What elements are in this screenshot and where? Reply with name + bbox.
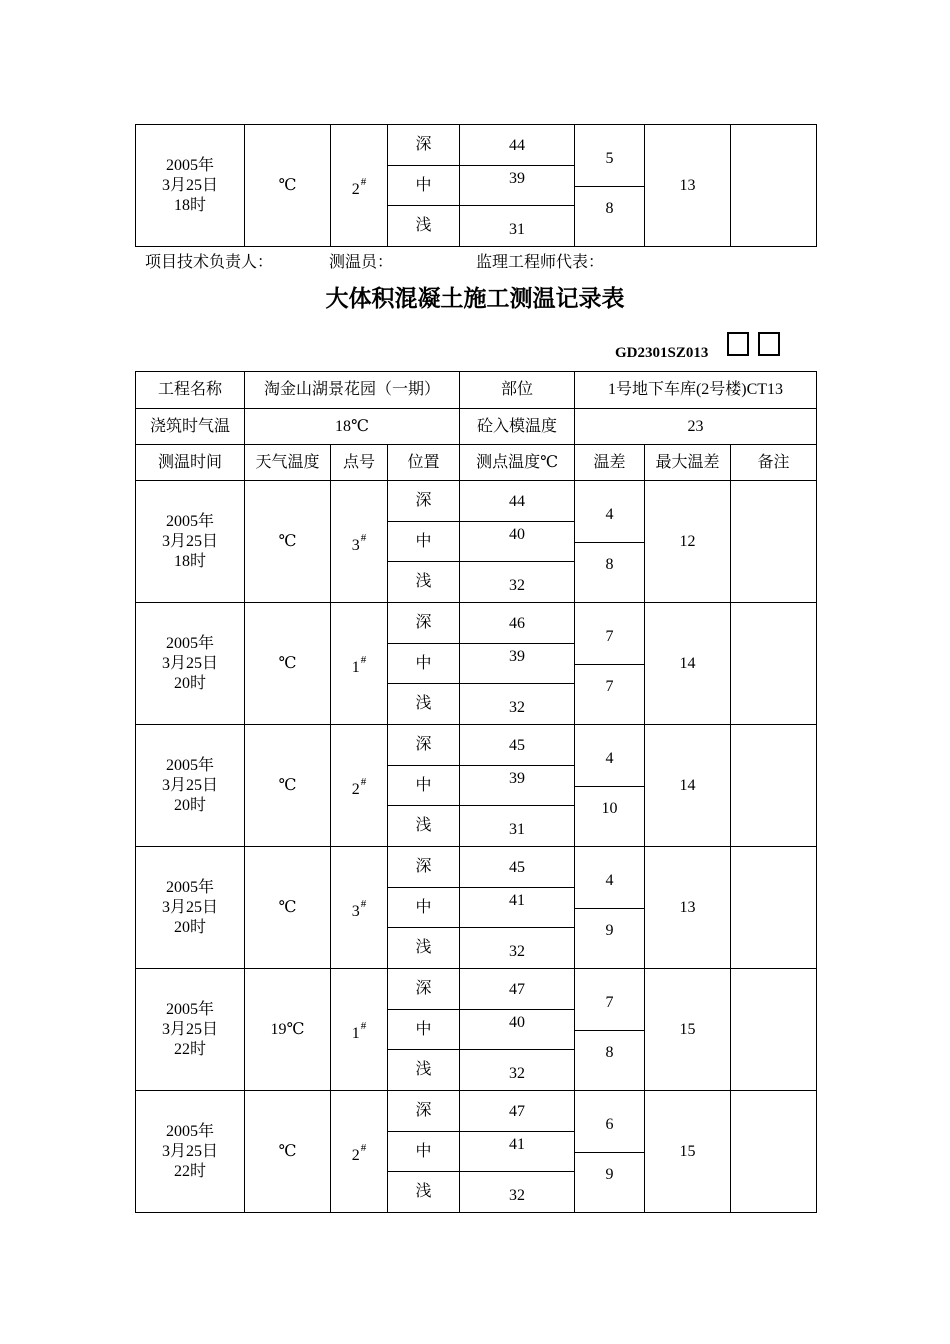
time-hour: 22时	[173, 1040, 206, 1058]
header-point-temp: 测点温度℃	[460, 445, 575, 481]
point-temp-value: 32	[509, 577, 526, 594]
project-name-label: 工程名称	[136, 372, 245, 409]
table-row	[136, 725, 817, 766]
weather-temp-cell: ℃	[245, 125, 331, 247]
point-temp-cell	[460, 969, 575, 1010]
remark-cell	[731, 847, 817, 969]
point-temp-value: 32	[509, 699, 526, 716]
table-row	[136, 1091, 817, 1132]
mold-temp-label: 砼入模温度	[460, 409, 575, 445]
weather-temp-cell: ℃	[245, 847, 331, 969]
info-row-project	[136, 372, 817, 409]
max-diff-cell	[645, 125, 731, 247]
max-diff-value: 15	[679, 1021, 696, 1038]
point-mark: #	[360, 1141, 367, 1154]
point-mark: #	[360, 775, 367, 788]
position-cell: 深	[388, 603, 460, 644]
diff-divider	[575, 186, 644, 187]
point-temp-cell	[460, 1091, 575, 1132]
measure-time-cell	[136, 481, 245, 603]
header-diff: 温差	[575, 445, 645, 481]
point-temp-value: 45	[509, 859, 526, 876]
time-date: 3月25日	[161, 532, 218, 550]
mold-temp-value: 23	[575, 409, 817, 445]
time-hour: 20时	[173, 918, 206, 936]
temp-diff-cell	[575, 481, 645, 603]
temp-diff-upper: 4	[605, 872, 614, 889]
max-diff-cell	[645, 1091, 731, 1213]
temp-diff-cell	[575, 969, 645, 1091]
weather-temp-cell: 19℃	[245, 969, 331, 1091]
temp-diff-cell	[575, 1091, 645, 1213]
position-cell: 中	[388, 766, 460, 806]
position-cell: 中	[388, 522, 460, 562]
weather-temp-cell: ℃	[245, 1091, 331, 1213]
time-year: 2005年	[165, 1122, 214, 1140]
table-row	[136, 125, 817, 166]
point-temp-cell	[460, 1050, 575, 1091]
diff-divider	[575, 542, 644, 543]
temp-diff-upper: 7	[605, 628, 614, 645]
point-number: 3	[351, 902, 360, 920]
time-date: 3月25日	[161, 776, 218, 794]
point-number: 2	[351, 1146, 360, 1164]
time-hour: 20时	[173, 796, 206, 814]
point-temp-value: 47	[509, 1103, 526, 1120]
temp-diff-lower: 9	[605, 922, 614, 939]
remark-cell	[731, 603, 817, 725]
time-hour: 20时	[173, 674, 206, 692]
point-mark: #	[360, 1019, 367, 1032]
temp-diff-lower: 8	[605, 1044, 614, 1061]
diff-divider	[575, 786, 644, 787]
document-code: GD2301SZ013	[615, 345, 709, 361]
position-cell: 浅	[388, 562, 460, 603]
table-row	[136, 481, 817, 522]
max-diff-cell	[645, 481, 731, 603]
point-temp-cell	[460, 888, 575, 928]
air-temp-label: 浇筑时气温	[136, 409, 245, 445]
point-mark: #	[360, 897, 367, 910]
diff-divider	[575, 664, 644, 665]
point-temp-cell	[460, 1010, 575, 1050]
time-date: 3月25日	[161, 898, 218, 916]
diff-divider	[575, 1152, 644, 1153]
time-year: 2005年	[165, 878, 214, 896]
point-temp-cell	[460, 847, 575, 888]
position-cell: 深	[388, 125, 460, 166]
table-row	[136, 847, 817, 888]
location-label: 部位	[460, 372, 575, 409]
point-temp-cell	[460, 766, 575, 806]
measure-time-cell	[136, 603, 245, 725]
time-date: 3月25日	[161, 654, 218, 672]
point-temp-cell	[460, 806, 575, 847]
location-value: 1号地下车库(2号楼)CT13	[575, 372, 817, 409]
time-date: 3月25日	[161, 1020, 218, 1038]
point-number-cell	[331, 725, 388, 847]
point-temp-cell	[460, 928, 575, 969]
position-cell: 中	[388, 888, 460, 928]
max-diff-value: 14	[679, 655, 696, 672]
position-cell: 浅	[388, 928, 460, 969]
point-number-cell	[331, 125, 388, 247]
remark-cell	[731, 481, 817, 603]
supervisor-label: 监理工程师代表：	[476, 254, 605, 271]
point-temp-value: 31	[509, 221, 525, 238]
measure-time-cell	[136, 847, 245, 969]
position-cell: 深	[388, 847, 460, 888]
temp-diff-upper: 7	[605, 994, 614, 1011]
point-temp-value: 47	[509, 981, 526, 998]
position-cell: 中	[388, 644, 460, 684]
point-temp-value: 32	[509, 1065, 526, 1082]
temperature-record-table	[135, 371, 817, 1213]
max-diff-value: 14	[679, 777, 696, 794]
point-temp-cell	[460, 603, 575, 644]
project-lead-label: 项目技术负责人：	[145, 254, 274, 271]
max-diff-value: 15	[679, 1143, 696, 1160]
point-number: 2	[351, 180, 360, 198]
temp-diff-lower: 9	[605, 1166, 614, 1183]
header-time: 测温时间	[136, 445, 245, 481]
time-hour: 22时	[173, 1162, 206, 1180]
max-diff-value: 13	[679, 899, 696, 916]
time-year: 2005年	[165, 156, 214, 174]
table-row	[136, 969, 817, 1010]
point-temp-value: 41	[509, 892, 526, 909]
temp-diff-cell	[575, 725, 645, 847]
point-temp-cell	[460, 481, 575, 522]
position-cell: 浅	[388, 806, 460, 847]
point-number: 1	[351, 658, 360, 676]
position-cell: 中	[388, 1132, 460, 1172]
time-year: 2005年	[165, 756, 214, 774]
remark-cell	[731, 969, 817, 1091]
column-header-row	[136, 445, 817, 481]
point-mark: #	[360, 531, 367, 544]
max-diff-cell	[645, 603, 731, 725]
header-max-diff: 最大温差	[645, 445, 731, 481]
time-hour: 18时	[173, 196, 206, 214]
position-cell: 深	[388, 481, 460, 522]
point-temp-cell	[460, 522, 575, 562]
table-row	[136, 603, 817, 644]
point-temp-value: 39	[509, 770, 526, 787]
weather-temp-cell: ℃	[245, 725, 331, 847]
remark-cell	[731, 125, 817, 247]
header-position: 位置	[388, 445, 460, 481]
point-mark: #	[360, 175, 367, 188]
position-cell: 浅	[388, 684, 460, 725]
point-temp-cell	[460, 725, 575, 766]
temp-diff-lower: 10	[601, 800, 618, 817]
point-temp-value: 46	[509, 615, 526, 632]
point-temp-value: 39	[509, 648, 526, 665]
project-name-value: 淘金山湖景花园（一期）	[245, 372, 460, 409]
point-temp-cell	[460, 562, 575, 603]
max-diff-value: 12	[679, 533, 696, 550]
point-number-cell	[331, 481, 388, 603]
time-date: 3月25日	[161, 1142, 218, 1160]
point-temp-value: 45	[509, 737, 526, 754]
remark-cell	[731, 1091, 817, 1213]
checkbox-group	[727, 332, 789, 361]
temp-diff-cell	[575, 603, 645, 725]
temp-diff-lower: 7	[605, 678, 614, 695]
time-year: 2005年	[165, 634, 214, 652]
point-temp-cell	[460, 1172, 575, 1213]
header-point: 点号	[331, 445, 388, 481]
temp-diff-lower: 8	[605, 200, 614, 217]
temp-diff-upper: 5	[605, 150, 614, 167]
info-row-temps	[136, 409, 817, 445]
max-diff-value: 13	[679, 177, 696, 194]
point-temp-cell	[460, 166, 575, 206]
temp-diff-lower: 8	[605, 556, 614, 573]
point-temp-cell	[460, 206, 575, 247]
point-number-cell	[331, 969, 388, 1091]
point-temp-value: 40	[509, 1014, 526, 1031]
measure-time-cell	[136, 725, 245, 847]
point-temp-cell	[460, 125, 575, 166]
page-title: 大体积混凝土施工测温记录表	[325, 286, 625, 312]
position-cell: 浅	[388, 1050, 460, 1091]
blank-box-icon	[758, 332, 780, 356]
point-temp-value: 44	[509, 493, 526, 510]
max-diff-cell	[645, 847, 731, 969]
temp-recorder-label: 测温员：	[329, 254, 394, 271]
air-temp-value: 18℃	[245, 409, 460, 445]
blank-box-icon	[727, 332, 749, 356]
diff-divider	[575, 908, 644, 909]
position-cell: 浅	[388, 206, 460, 247]
point-temp-value: 32	[509, 1187, 526, 1204]
point-number-cell	[331, 1091, 388, 1213]
point-temp-cell	[460, 1132, 575, 1172]
measure-time-cell	[136, 125, 245, 247]
time-year: 2005年	[165, 1000, 214, 1018]
point-temp-value: 40	[509, 526, 526, 543]
measure-time-cell	[136, 1091, 245, 1213]
remark-cell	[731, 725, 817, 847]
point-temp-value: 31	[509, 821, 526, 838]
point-number: 2	[351, 780, 360, 798]
point-temp-value: 44	[509, 137, 525, 154]
point-number: 3	[351, 536, 360, 554]
temp-diff-upper: 6	[605, 1116, 614, 1133]
max-diff-cell	[645, 969, 731, 1091]
continued-record-table	[135, 124, 817, 247]
point-number-cell	[331, 847, 388, 969]
diff-divider	[575, 1030, 644, 1031]
time-hour: 18时	[173, 552, 206, 570]
measure-time-cell	[136, 969, 245, 1091]
position-cell: 浅	[388, 1172, 460, 1213]
position-cell: 深	[388, 1091, 460, 1132]
point-number: 1	[351, 1024, 360, 1042]
temp-diff-upper: 4	[605, 750, 614, 767]
position-cell: 中	[388, 166, 460, 206]
time-date: 3月25日	[161, 176, 218, 194]
temp-diff-cell	[575, 125, 645, 247]
position-cell: 中	[388, 1010, 460, 1050]
header-weather: 天气温度	[245, 445, 331, 481]
header-remark: 备注	[731, 445, 817, 481]
temp-diff-cell	[575, 847, 645, 969]
point-temp-cell	[460, 684, 575, 725]
weather-temp-cell: ℃	[245, 603, 331, 725]
weather-temp-cell: ℃	[245, 481, 331, 603]
position-cell: 深	[388, 969, 460, 1010]
point-temp-value: 32	[509, 943, 526, 960]
point-temp-cell	[460, 644, 575, 684]
point-number-cell	[331, 603, 388, 725]
position-cell: 深	[388, 725, 460, 766]
time-year: 2005年	[165, 512, 214, 530]
point-temp-value: 41	[509, 1136, 526, 1153]
temp-diff-upper: 4	[605, 506, 614, 523]
max-diff-cell	[645, 725, 731, 847]
point-mark: #	[360, 653, 367, 666]
point-temp-value: 39	[509, 170, 525, 187]
